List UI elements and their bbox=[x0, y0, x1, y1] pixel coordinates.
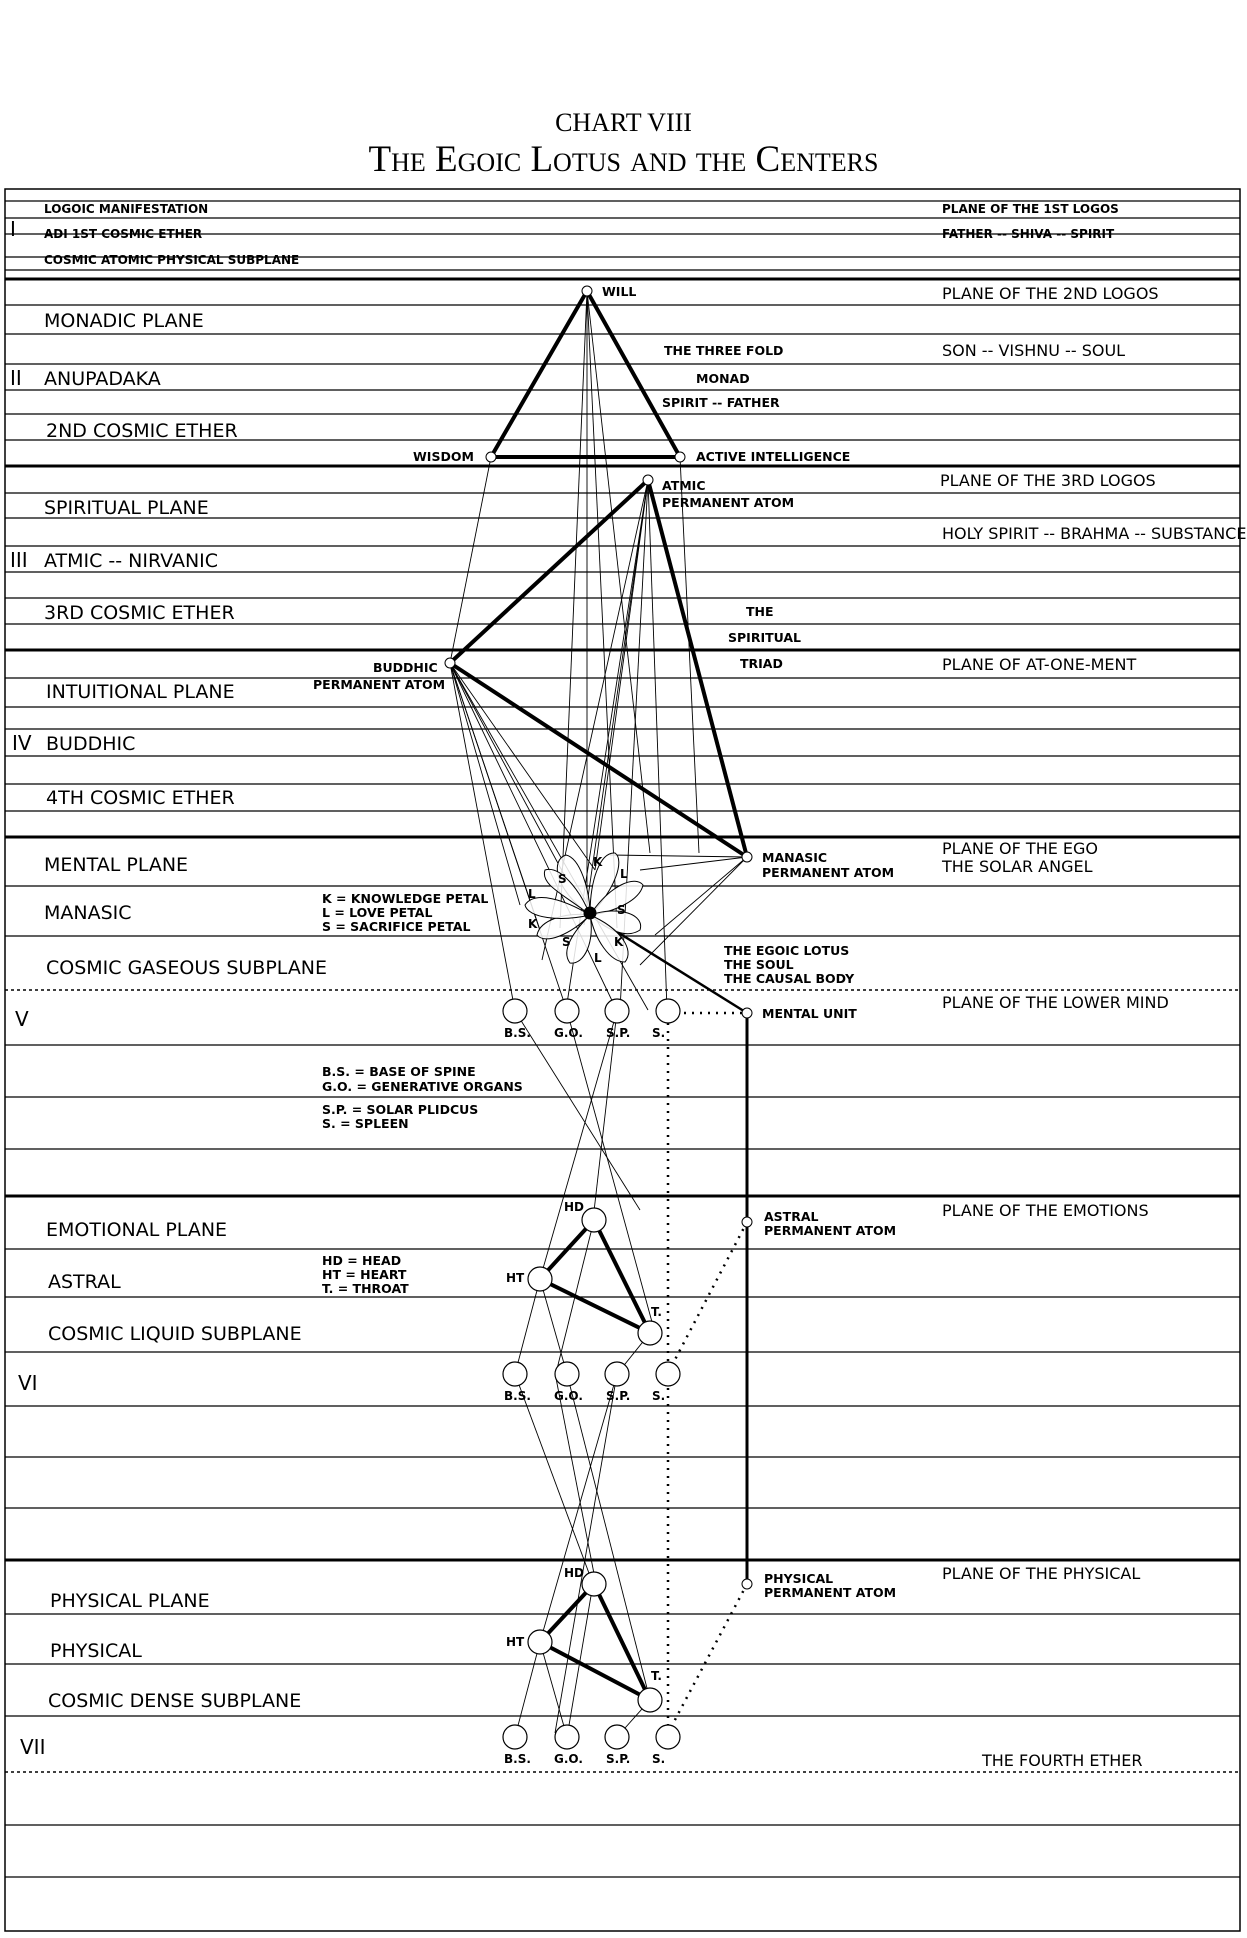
label-the-soul: THE SOUL bbox=[724, 957, 794, 972]
roman-numeral-2: II bbox=[10, 366, 22, 390]
plane-label-spiritual: SPIRITUAL PLANE bbox=[44, 497, 209, 519]
legend-sacrifice-petal: S = SACRIFICE PETAL bbox=[322, 919, 471, 934]
center-circles bbox=[503, 999, 680, 1749]
petal-letter: S bbox=[617, 903, 626, 917]
chart-title: The Egoic Lotus and the Centers bbox=[368, 139, 879, 180]
label-egoic-lotus: THE EGOIC LOTUS bbox=[724, 943, 850, 958]
center-label-go: G.O. bbox=[554, 1752, 583, 1766]
label-atmic-permanent-atom: PERMANENT ATOM bbox=[662, 495, 795, 510]
petal-letter: S bbox=[558, 872, 567, 886]
plane-label-second-ether: 2ND COSMIC ETHER bbox=[46, 420, 238, 442]
right-label-first-logos: PLANE OF THE 1ST LOGOS bbox=[942, 202, 1119, 216]
plane-label-emotional: EMOTIONAL PLANE bbox=[46, 1219, 228, 1241]
plane-label-atmic: ATMIC -- NIRVANIC bbox=[44, 550, 219, 572]
legend-knowledge-petal: K = KNOWLEDGE PETAL bbox=[322, 891, 489, 906]
right-label-holy-spirit: HOLY SPIRIT -- BRAHMA -- SUBSTANCE bbox=[942, 524, 1247, 543]
label-triad: TRIAD bbox=[740, 656, 783, 671]
plane-label-logoic-manifestation: LOGOIC MANIFESTATION bbox=[44, 202, 209, 216]
center-label-bs: B.S. bbox=[504, 1389, 531, 1403]
plane-label-cosmic-liquid: COSMIC LIQUID SUBPLANE bbox=[48, 1323, 302, 1345]
label-buddhic-permanent-atom: PERMANENT ATOM bbox=[313, 677, 446, 692]
right-label-solar-angel: THE SOLAR ANGEL bbox=[942, 857, 1093, 876]
petal-letter: K bbox=[614, 935, 624, 949]
chart-number: CHART VIII bbox=[555, 108, 692, 137]
plane-label-cosmic-gaseous: COSMIC GASEOUS SUBPLANE bbox=[46, 957, 328, 979]
plane-label-buddhic: BUDDHIC bbox=[46, 733, 136, 755]
right-label-son: SON -- VISHNU -- SOUL bbox=[942, 341, 1126, 360]
plane-label-physical-plane: PHYSICAL PLANE bbox=[50, 1590, 210, 1612]
label-causal-body: THE CAUSAL BODY bbox=[724, 971, 855, 986]
legend-throat: T. = THROAT bbox=[322, 1281, 409, 1296]
label-manasic: MANASIC bbox=[762, 850, 828, 865]
plane-label-cosmic-dense: COSMIC DENSE SUBPLANE bbox=[48, 1690, 302, 1712]
center-label-hd: HD bbox=[564, 1566, 585, 1580]
plane-label-third-ether: 3RD COSMIC ETHER bbox=[44, 602, 235, 624]
center-label-bs: B.S. bbox=[504, 1026, 531, 1040]
right-label-ego: PLANE OF THE EGO bbox=[942, 839, 1099, 858]
right-label-third-logos: PLANE OF THE 3RD LOGOS bbox=[940, 471, 1156, 490]
label-three-fold: THE THREE FOLD bbox=[664, 343, 784, 358]
right-label-lower-mind: PLANE OF THE LOWER MIND bbox=[942, 993, 1169, 1012]
label-spirit-father: SPIRIT -- FATHER bbox=[662, 395, 780, 410]
roman-numeral-1: I bbox=[10, 217, 16, 241]
legend-head: HD = HEAD bbox=[322, 1253, 402, 1268]
plane-label-fourth-ether: 4TH COSMIC ETHER bbox=[46, 787, 235, 809]
plane-label-astral: ASTRAL bbox=[48, 1271, 121, 1293]
center-label-ht: HT bbox=[506, 1271, 525, 1285]
right-label-fourth-ether: THE FOURTH ETHER bbox=[982, 1751, 1143, 1770]
right-label-at-one-ment: PLANE OF AT-ONE-MENT bbox=[942, 655, 1137, 674]
right-label-emotions: PLANE OF THE EMOTIONS bbox=[942, 1201, 1149, 1220]
label-the: THE bbox=[746, 604, 774, 619]
center-label-s: S. bbox=[652, 1026, 666, 1040]
petal-letter: L bbox=[620, 867, 628, 881]
center-label-go: G.O. bbox=[554, 1026, 583, 1040]
plane-label-physical: PHYSICAL bbox=[50, 1640, 142, 1662]
roman-numeral-6: VI bbox=[18, 1371, 38, 1395]
label-astral-permanent-atom: PERMANENT ATOM bbox=[764, 1223, 897, 1238]
right-label-father: FATHER -- SHIVA -- SPIRIT bbox=[942, 227, 1115, 241]
label-wisdom: WISDOM bbox=[413, 449, 474, 464]
center-label-go: G.O. bbox=[554, 1389, 583, 1403]
roman-numeral-5: V bbox=[15, 1007, 29, 1031]
petal-letter: L bbox=[528, 887, 536, 901]
chart-frame bbox=[5, 189, 1240, 1931]
legend-base-of-spine: B.S. = BASE OF SPINE bbox=[322, 1064, 476, 1079]
legend-heart: HT = HEART bbox=[322, 1267, 407, 1282]
center-label-s: S. bbox=[652, 1752, 666, 1766]
label-spiritual: SPIRITUAL bbox=[728, 630, 802, 645]
legend-solar-plexus: S.P. = SOLAR PLIDCUS bbox=[322, 1102, 479, 1117]
center-label-ht: HT bbox=[506, 1635, 525, 1649]
label-atmic: ATMIC bbox=[662, 478, 706, 493]
roman-numeral-4: IV bbox=[12, 731, 32, 755]
label-active-intelligence: ACTIVE INTELLIGENCE bbox=[696, 449, 851, 464]
center-label-t: T. bbox=[651, 1669, 662, 1683]
plane-label-manasic: MANASIC bbox=[44, 902, 132, 924]
center-label-sp: S.P. bbox=[606, 1026, 631, 1040]
label-astral-atom: ASTRAL bbox=[764, 1209, 819, 1224]
right-label-second-logos: PLANE OF THE 2ND LOGOS bbox=[942, 284, 1159, 303]
plane-label-mental: MENTAL PLANE bbox=[44, 854, 189, 876]
legend-love-petal: L = LOVE PETAL bbox=[322, 905, 433, 920]
plane-label-monadic: MONADIC PLANE bbox=[44, 310, 204, 332]
center-label-sp: S.P. bbox=[606, 1752, 631, 1766]
roman-numeral-7: VII bbox=[20, 1735, 46, 1759]
center-label-bs: B.S. bbox=[504, 1752, 531, 1766]
legend-generative-organs: G.O. = GENERATIVE ORGANS bbox=[322, 1079, 523, 1094]
center-label-sp: S.P. bbox=[606, 1389, 631, 1403]
label-mental-unit: MENTAL UNIT bbox=[762, 1006, 857, 1021]
plane-label-intuitional: INTUITIONAL PLANE bbox=[46, 681, 235, 703]
center-label-s: S. bbox=[652, 1389, 666, 1403]
petal-letter: K bbox=[593, 855, 603, 869]
label-physical-permanent-atom: PERMANENT ATOM bbox=[764, 1585, 897, 1600]
label-will: WILL bbox=[602, 284, 637, 299]
label-manasic-permanent-atom: PERMANENT ATOM bbox=[762, 865, 895, 880]
petal-letter: L bbox=[594, 951, 602, 965]
plane-label-anupadaka: ANUPADAKA bbox=[44, 368, 161, 390]
legend-spleen: S. = SPLEEN bbox=[322, 1116, 409, 1131]
petal-letter: S bbox=[562, 935, 571, 949]
label-buddhic: BUDDHIC bbox=[373, 660, 438, 675]
center-label-t: T. bbox=[651, 1305, 662, 1319]
center-label-hd: HD bbox=[564, 1200, 585, 1214]
plane-label-cosmic-atomic: COSMIC ATOMIC PHYSICAL SUBPLANE bbox=[44, 253, 300, 267]
plane-label-adi: ADI 1ST COSMIC ETHER bbox=[44, 227, 203, 241]
label-monad: MONAD bbox=[696, 371, 750, 386]
right-label-physical: PLANE OF THE PHYSICAL bbox=[942, 1564, 1141, 1583]
petal-letter: K bbox=[528, 917, 538, 931]
roman-numeral-3: III bbox=[10, 548, 28, 572]
label-physical-atom: PHYSICAL bbox=[764, 1571, 834, 1586]
